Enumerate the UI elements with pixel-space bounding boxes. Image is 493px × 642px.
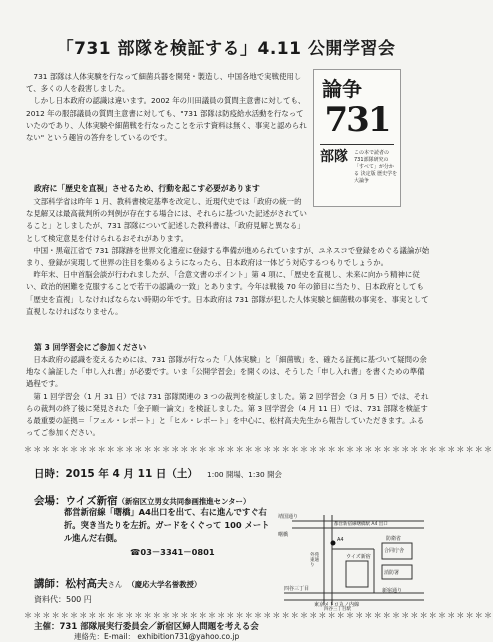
section2-body — [26, 354, 430, 439]
book-divider — [320, 144, 394, 145]
lecturer-name: 松村高夫 — [65, 578, 108, 590]
map-label-shoubousho: 消防署 — [384, 570, 400, 576]
fee: 資料代：500 円 — [34, 595, 92, 604]
map-label-with-shinjuku: ウイズ新宿 — [346, 554, 371, 560]
map-label-boueisho: 防衛省 — [386, 536, 402, 542]
map-label-exit: 都営新宿線曙橋駅 A4 出口 — [334, 522, 388, 527]
map-label-yasukuni: 靖国通り — [278, 514, 299, 520]
lecturer — [34, 572, 201, 591]
divider-stars-bottom: ＊＊＊＊＊＊＊＊＊＊＊＊＊＊＊＊＊＊＊＊＊＊＊＊＊＊＊＊＊＊＊＊＊＊＊＊＊＊＊＊＊＊＊＊＊＊＊＊＊＊＊ — [24, 611, 493, 620]
section1-paragraph-2: 中国・黒竜江省で 731 部隊跡を世界文化遺産に登録する準備が進められていますが、ユネスコで登録をめぐる議論が始まり、登録が実現して世界の注目を集めるようになったら、日本政府は一体どう対応するつもりでしょうか。 — [26, 245, 430, 268]
section2-paragraph-1: 日本政府の認識を変えるためには、731 部隊が行なった「人体実験」と「細菌戦」を、確たる証拠に基づいて疑問の余地なく論証した「申し入れ書」が必要です。いま「公開学習会」を開くのは、そうした「申し入れ書」を書くための準備過程です。 — [26, 355, 427, 389]
book-cover-image — [313, 69, 401, 207]
section1-heading: 政府に「歴史を直視」させるため、行動を起こす必要があります — [34, 184, 260, 193]
date-value: 2015 年 4 月 11 日（土） — [65, 468, 198, 480]
venue-name: ウイズ新宿 — [65, 495, 118, 507]
map-label-shinjuku-dori: 新宿通り — [382, 588, 403, 594]
map-label-akebonobashi: 曙橋 — [278, 532, 289, 538]
section1-paragraph-3: 昨年末、日中首脳会談が行われましたが、「合意文書のポイント」第 4 項に、「歴史を直視し、未来に向かう精神に従い、政治的困難を克服することで若干の認識の一致」とあります。今年は戦後 70 年の節目に当たり、日本政府としても「歴史を直視」しなければならない時期の年です。日本政府は 731 部隊が犯した人体実験と細菌戦の事実を、事実として直視しなければなりません。 — [26, 270, 429, 316]
map-label-marunouchi: 東京メトロ丸ノ内線 — [314, 602, 360, 608]
book-title-number: 731 — [324, 100, 390, 140]
book-title-line1: 論争 — [322, 77, 362, 101]
section1-body — [26, 196, 430, 318]
map-label-gaien-higashi: 外苑東通り — [310, 553, 319, 568]
lecturer-label: 講師： — [34, 578, 66, 590]
lecturer-affiliation: （慶応大学名誉教授） — [127, 580, 202, 589]
venue-tel: ☎03－3341－0801 — [130, 547, 215, 557]
date-label: 日時： — [34, 468, 66, 480]
organizer-label: 主催： — [34, 622, 60, 632]
section2-heading: 第 3 回学習会にご参加ください — [34, 343, 147, 352]
section2-paragraph-2: 第 1 回学習会（1 月 31 日）では 731 部隊関連の 3 つの裁判を検証しました。第 2 回学習会（3 月 5 日）では、それらの裁判の終了後に発見された「金子順一論文」を検証しました。第 3 回学習会（4 月 11 日）では、731 部隊を検証する最重要の証拠＝「フェル・レポート」と「ヒル・レポート」を中心に、松村高夫先生から報告していただきます。ふるってご参加ください。 — [26, 391, 429, 438]
venue-label: 会場： — [34, 495, 66, 507]
access-map — [274, 513, 434, 611]
intro-paragraph-1: 731 部隊は人体実験を行なって細菌兵器を開発・製造し、中国各地で実戦使用して、多くの人を殺害しました。 — [26, 72, 302, 94]
contact-label: 連絡先： — [74, 632, 104, 641]
book-blurb: この本で読者の 731部隊研究の「すべて」が分かる 決定版 歴史学を大論争 — [354, 150, 398, 184]
event-date — [34, 462, 282, 481]
map-label-a4: A4 — [337, 537, 344, 543]
book-title-line3: 部隊 — [320, 149, 348, 165]
contact-email: E-mail： exhibition731@yahoo.co.jp — [104, 632, 240, 641]
organizer-name: 731 部隊展実行委員会／新宿区婦人問題を考える会 — [59, 622, 259, 632]
venue-address: 都営新宿線「曙橋」A4出口を出て、右に進んですぐ右折。突き当たりを左折。ガードをくぐって 100 メートル進んだ右側。 — [64, 507, 270, 543]
lecturer-honorific: さん — [107, 580, 123, 589]
date-time: 1:00 開場、1:30 開会 — [207, 470, 282, 479]
map-label-yotsuya-3-station: 四谷三丁目駅 — [324, 607, 351, 612]
map-label-goudou-chousha: 合同庁舎 — [384, 548, 405, 554]
intro-text — [26, 71, 308, 144]
venue-sub: （新宿区立男女共同参画推進センター） — [117, 497, 251, 506]
intro-paragraph-2: しかし日本政府の認識は違います。2002 年の川田議員の質問主意書に対しても、2012 年の服部議員の質問主意書に対しても、"731 部隊は防疫給水活動を行なっていたのであり、人体実験や細菌戦を行なったことを示す資料は無く、事実と認められない" という趣旨の答弁をしているのです。 — [26, 96, 307, 143]
contact — [74, 631, 239, 642]
page-title: 「731 部隊を検証する」4.11 公開学習会 — [56, 39, 396, 59]
access-map-drawing — [274, 513, 434, 611]
map-label-yotsuya-3: 四谷三丁目 — [284, 586, 310, 592]
divider-stars-top: ＊＊＊＊＊＊＊＊＊＊＊＊＊＊＊＊＊＊＊＊＊＊＊＊＊＊＊＊＊＊＊＊＊＊＊＊＊＊＊＊＊＊＊＊＊＊＊＊＊＊＊ — [24, 445, 493, 454]
section1-paragraph-1: 文部科学省は昨年 1 月、教科書検定基準を改定し、近現代史では「政府の統一的な見解又は最高裁判所の判例が存在する場合には、それらに基づいた記述がされていること」としましたが、731 部隊について記述した教科書は、「政府見解と異なる」として検定意見を付けられるおそれがあります。 — [26, 197, 307, 243]
